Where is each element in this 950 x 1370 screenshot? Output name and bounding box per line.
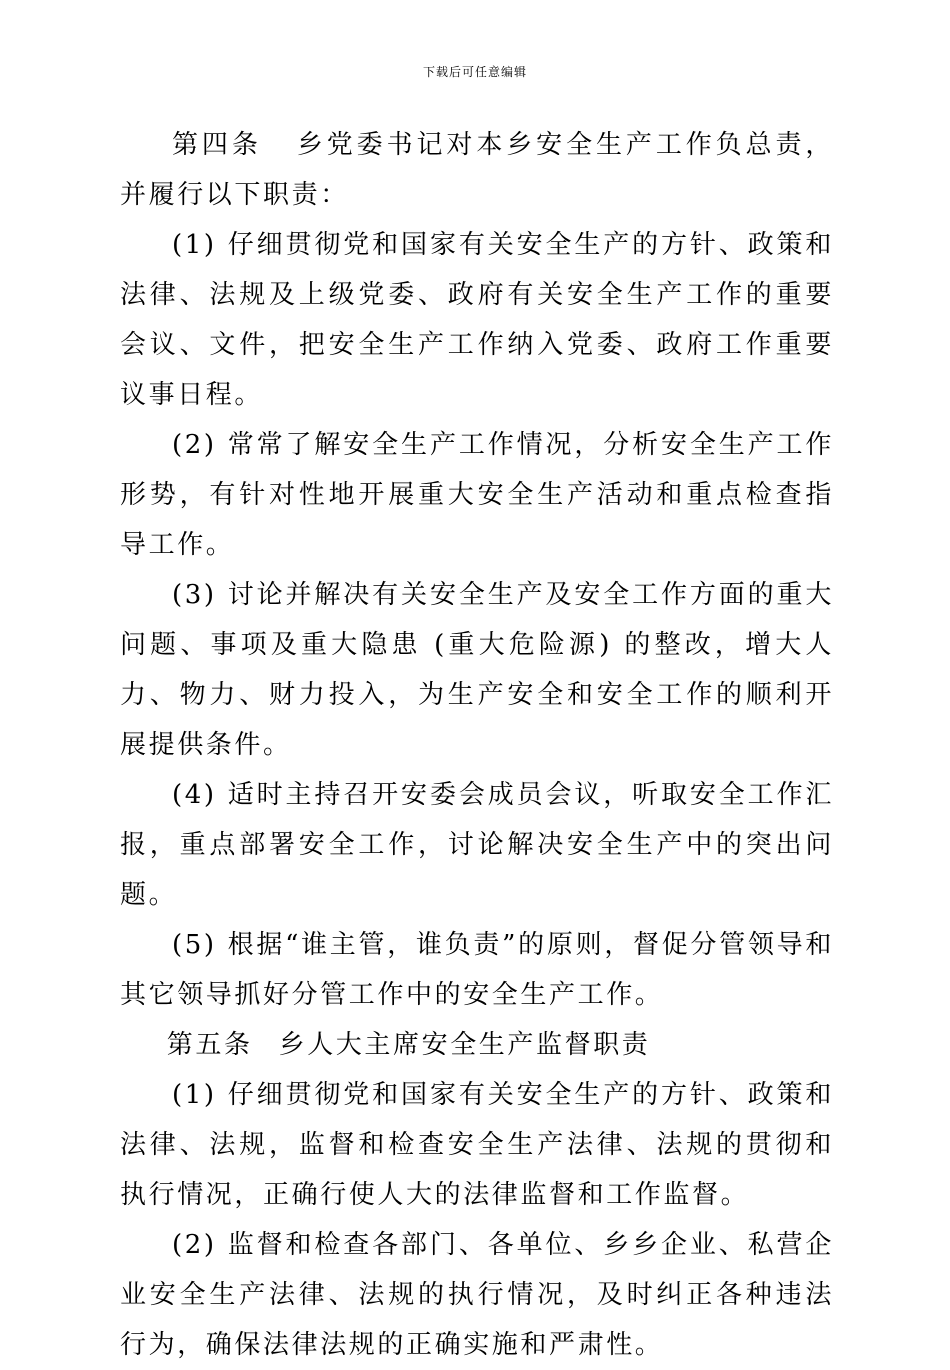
article-4-item-2: (2) 常常了解安全生产工作情况，分析安全生产工作形势，有针对性地开展重大安全生产活动和重点检查指导工作。 bbox=[120, 430, 834, 560]
article-5-number: 第五条 bbox=[166, 1030, 253, 1060]
article-4-item-4: (4) 适时主持召开安委会成员会议，听取安全工作汇报，重点部署安全工作，讨论解决安全生产中的突出问题。 bbox=[120, 780, 834, 910]
article-5-item-1: (1) 仔细贯彻党和国家有关安全生产的方针、政策和法律、法规，监督和检查安全生产法律、法规的贯彻和执行情况，正确行使人大的法律监督和工作监督。 bbox=[120, 1080, 834, 1210]
article-4-intro-text: 乡党委书记对本乡安全生产工作负总责，并履行以下职责： bbox=[120, 130, 834, 210]
article-4-item-1: (1) 仔细贯彻党和国家有关安全生产的方针、政策和法律、法规及上级党委、政府有关安全生产工作的重要会议、文件，把安全生产工作纳入党委、政府工作重要议事日程。 bbox=[120, 230, 834, 410]
page-header bbox=[0, 64, 950, 80]
article-4-item-5: (5) 根据“谁主管，谁负责”的原则，督促分管领导和其它领导抓好分管工作中的安全生产工作。 bbox=[120, 930, 834, 1010]
header-text: 下载后可任意编辑 bbox=[422, 65, 527, 79]
article-5-title: 乡人大主席安全生产监督职责 bbox=[278, 1030, 651, 1060]
article-4-number: 第四条 bbox=[172, 130, 262, 160]
article-4-intro bbox=[120, 120, 834, 220]
article-5-heading bbox=[120, 1020, 834, 1070]
article-5-item-2: (2) 监督和检查各部门、各单位、乡乡企业、私营企业安全生产法律、法规的执行情况，及时纠正各种违法行为，确保法律法规的正确实施和严肃性。 bbox=[120, 1230, 834, 1360]
document-body bbox=[120, 120, 834, 1370]
article-4-item-3: (3) 讨论并解决有关安全生产及安全工作方面的重大问题、事项及重大隐患 (重大危险源) 的整改，增大人力、物力、财力投入，为生产安全和安全工作的顺利开展提供条件。 bbox=[120, 580, 834, 760]
